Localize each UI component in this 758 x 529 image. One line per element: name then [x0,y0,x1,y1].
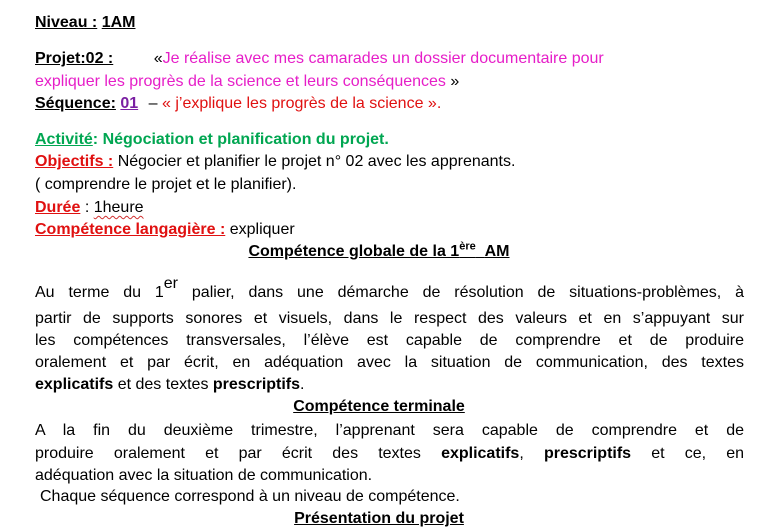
presentation-title-text: Présentation du projet [294,510,464,527]
niveau-line [35,13,135,33]
projet-line-1 [35,49,604,69]
terminale-l2-bold-1: explicatifs [441,445,520,462]
activite-label: Activité [35,131,93,148]
globale-l1-sup: er [163,275,179,292]
sequence-label: Séquence: [35,95,116,112]
objectifs-label: Objectifs : [35,153,114,170]
competence-globale-title-post: AM [484,243,510,260]
activite-text: : Négociation et planification du projet. [92,131,389,148]
competence-langagiere-value: expliquer [229,221,295,238]
globale-paragraph-line-3: les compétences transversales, l’élève est capable de comprendre et de produire [35,332,744,349]
objectifs-text: Négocier et planifier le projet n° 02 avec les apprenants. [117,153,516,170]
objectifs-line-2 [35,175,296,195]
terminale-paragraph-line-2 [35,443,744,464]
projet-text-2: expliquer les progrès de la science et leurs conséquences [35,73,446,90]
projet-line-2 [35,72,459,92]
competence-globale-title-pre: Compétence globale de la 1 [248,243,460,260]
terminale-l2-pre: produire oralement et par écrit des textes [35,445,421,462]
activite-line [35,130,389,150]
duree-sep: : [84,199,90,216]
competence-globale-title-sup: ère [459,240,476,253]
globale-l1-post: palier, dans une démarche de résolution de situations-problèmes, à [191,284,745,301]
projet-close-quote: » [450,73,460,90]
sequence-number: 01 [120,95,139,112]
terminale-paragraph-line-4: Chaque séquence correspond à un niveau de compétence. [40,488,460,505]
sequence-dash: – [148,95,158,112]
globale-paragraph-line-1 [35,275,745,303]
objectifs-line [35,152,515,172]
presentation-title [0,509,758,529]
globale-l1-pre: Au terme du 1 [35,284,164,301]
globale-paragraph-line-4: oralement et par écrit, en adéquation avec la situation de communication, des textes [35,354,744,371]
globale-l5-end: . [300,376,305,393]
terminale-paragraph-line-1: A la fin du deuxième trimestre, l’apprenant sera capable de comprendre et de [35,422,744,439]
sequence-line [35,94,441,114]
competence-langagiere-label: Compétence langagière : [35,221,226,238]
globale-paragraph-line-2: partir de supports sonores et visuels, dans le respect des valeurs et en s’appuyant sur [35,310,744,327]
competence-langagiere-line [35,220,295,240]
sequence-text: « j’explique les progrès de la science ». [161,95,442,112]
niveau-value: 1AM [101,14,136,31]
terminale-paragraph-line-3: adéquation avec la situation de communication. [35,467,373,484]
terminale-l2-post: et ce, en [651,445,745,462]
terminale-l2-bold-2: prescriptifs [543,445,632,462]
competence-terminale-title-text: Compétence terminale [293,398,465,415]
niveau-label: Niveau : [35,14,98,31]
duree-label: Durée [35,199,81,216]
terminale-l2-comma: , [519,445,524,462]
duree-value: 1heure [93,199,144,216]
projet-open-quote: « [153,50,163,67]
competence-globale-title [0,242,758,262]
globale-paragraph-line-5 [35,374,744,395]
globale-l5-bold-2: prescriptifs [212,376,301,393]
competence-terminale-title [0,397,758,417]
objectifs-text-2: ( comprendre le projet et le planifier). [35,176,297,193]
projet-text-1: Je réalise avec mes camarades un dossier documentaire pour [162,50,604,67]
duree-line [35,198,144,218]
globale-l5-mid: et des textes [117,376,209,393]
projet-label: Projet:02 : [35,50,114,67]
globale-l5-bold-1: explicatifs [35,376,114,393]
